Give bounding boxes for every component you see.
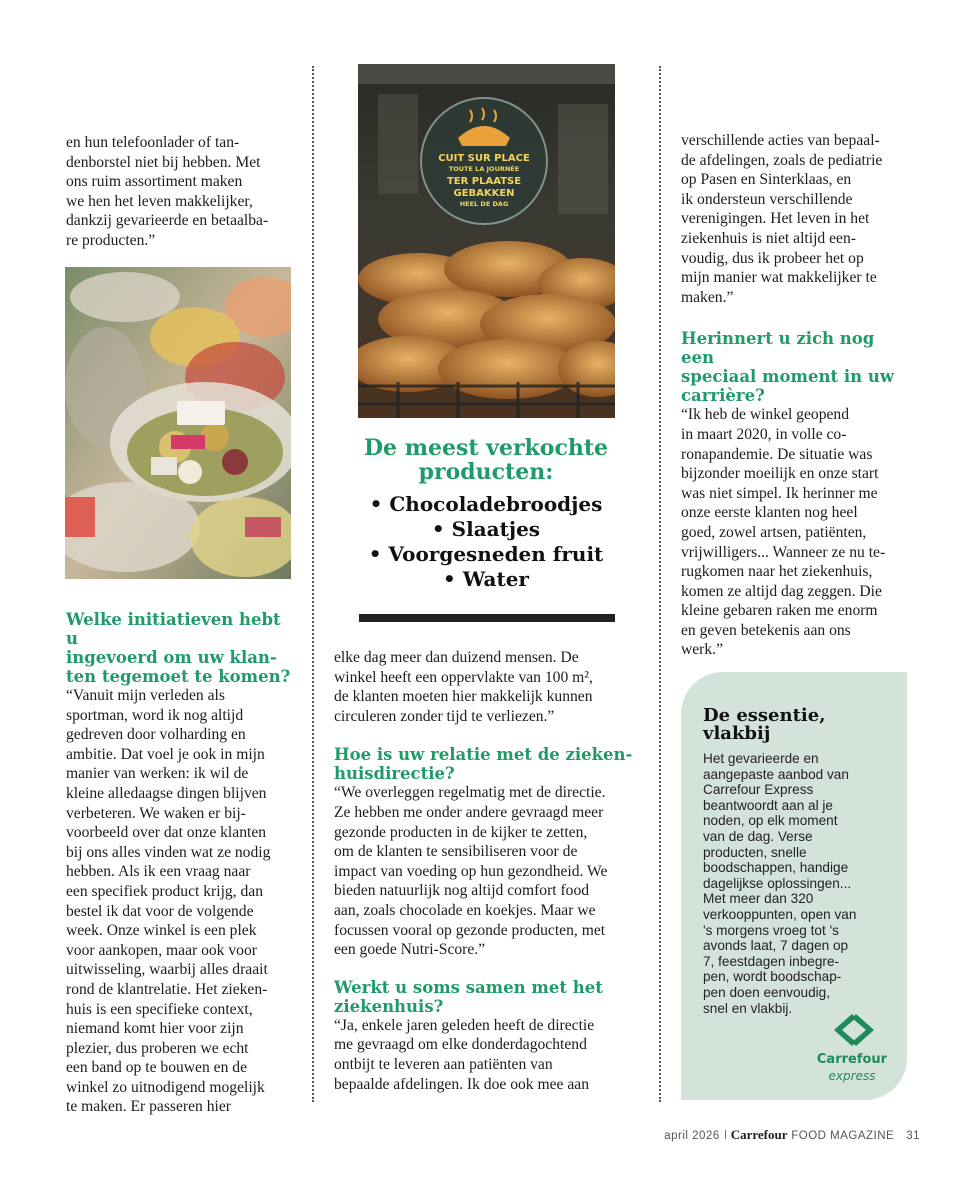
best-sellers-list (358, 492, 614, 592)
answer-special-moment: “Ik heb de winkel geopend in maart 2020, in volle co- ronapandemie. De situatie was bijzonder moeilijk en onze start was niet simpel. Ik herinner me onze eerste klanten nog heel goed, zowel artsen, patiënten, vrijwilligers... Wanneer ze nu te- rugkomen naar het ziekenhuis, komen ze altijd dag zeggen. Die kleine gebaren raken me enorm en geven betekenis aan ons werk.” (681, 406, 886, 659)
pastries-illustration (358, 64, 615, 418)
question-cooperation: Werkt u soms samen met het ziekenhuis? (334, 977, 603, 1016)
essentie-box-text: Het gevarieerde en aangepaste aanbod van Carrefour Express beantwoordt aan al je noden, op elk moment van de dag. Verse producten, snelle boodschappen, handige dagelijkse oplossingen... Met meer dan 320 verkooppunten, open van 's morgens vroeg tot 's avonds laat, 7 dagen op 7, feestdagen inbegre- pen, wordt boodschap- pen doen eenvoudig, snel en vlakbij. (703, 751, 857, 1016)
footer-separator (725, 1130, 726, 1139)
sign-line-3: TER PLAATSE (446, 176, 522, 187)
best-seller-item: • Chocoladebroodjes (369, 492, 603, 516)
answer-initiatives: “Vanuit mijn verleden als sportman, word ik nog altijd gedreven door volharding en ambitie. Dat voel je ook in mijn manier van werken: ik wil de kleine alledaagse dingen blijven verbeteren. We waken er bij- voorbeeld over dat onze klanten bij ons alles vinden wat ze nodig hebben. Als ik een vraag naar een specifiek product krijg, dan bestel ik dat voor de volgende week. Onze winkel is een plek voor aankopen, maar ook voor uitwisseling, waarbij alles draait rond de klantrelatie. Het zieken- huis is een specifieke context, niemand komt hier voor zijn plezier, dus proberen we echt een band op te bouwen en de winkel zo uitnodigend mogelijk te maken. Er passeren hier (66, 687, 271, 1116)
answer-hospital-direction: “We overleggen regelmatig met de directie. Ze hebben me onder andere gevraagd meer gezonde producten in de kijker te zetten, om de klanten te sensibiliseren voor de impact van voeding op hun gezondheid. We bieden natuurlijk nog altijd comfort food aan, zoals chocolade en koekjes. Maar we focussen vooral op gezonde producten, met een goede Nutri-Score.” (334, 784, 608, 959)
best-seller-item: • Slaatjes (431, 517, 541, 541)
intro-paragraph: en hun telefoonlader of tan- denborstel niet bij hebben. Met ons ruim assortiment maken we hen het leven makkelijker, dankzij gevarieerde en betaalba- re producten.” (66, 134, 269, 249)
pastries-photo (358, 64, 615, 418)
salad-fruit-illustration (65, 267, 291, 579)
sign-line-2: TOUTE LA JOURNÉE (448, 165, 520, 173)
footer-magazine: FOOD MAGAZINE (791, 1130, 895, 1142)
column-divider-left (312, 66, 314, 1102)
sign-line-5: HEEL DE DAG (459, 200, 509, 208)
left-interview-block (66, 610, 298, 1117)
issue-date: april 2026 (664, 1130, 720, 1142)
footer-brand: Carrefour (730, 1127, 788, 1142)
carrefour-logo-word: Carrefour (816, 1052, 888, 1067)
middle-paragraph: elke dag meer dan duizend mensen. De winkel heeft een oppervlakte van 100 m², de klanten moeten hier makkelijk kunnen circuleren zonder tijd te verliezen.” (334, 649, 593, 725)
middle-column (334, 648, 644, 1094)
sign-line-1: CUIT SUR PLACE (438, 153, 530, 164)
question-initiatives: Welke initiatieven hebt u ingevoerd om uw klan- ten tegemoet te komen? (66, 610, 291, 686)
salad-fruit-photo (65, 267, 291, 579)
column-divider-right (659, 66, 661, 1102)
promo-divider-bar (359, 614, 615, 622)
promo-title: De meest verkochte producten: (363, 435, 609, 485)
answer-cooperation: “Ja, enkele jaren geleden heeft de directie me gevraagd om elke donderdagochtend ontbijt te leveren aan patiënten van bepaalde afdelingen. Ik doe ook mee aan (334, 1016, 595, 1093)
left-column (66, 133, 298, 251)
question-hospital-direction: Hoe is uw relatie met de zieken- huisdirectie? (334, 745, 633, 784)
carrefour-logo-icon (826, 1010, 882, 1050)
question-special-moment: Herinnert u zich nog een speciaal moment in uw carrière? (681, 329, 895, 406)
best-seller-item: • Voorgesneden fruit (368, 542, 604, 566)
page-number: 31 (906, 1130, 920, 1142)
right-column (681, 131, 913, 660)
best-seller-item: • Water (443, 567, 529, 591)
sign-line-4: GEBAKKEN (453, 188, 515, 199)
carrefour-logo-sub: express (828, 1069, 876, 1083)
right-paragraph: verschillende acties van bepaal- de afdelingen, zoals de pediatrie op Pasen en Sinterklaas, en ik ondersteun verschillende verenigingen. Het leven in het ziekenhuis is niet altijd een- voudig, dus ik probeer het op mijn manier wat makkelijker te maken.” (681, 132, 883, 306)
essentie-box-title: De essentie, vlakbij (703, 705, 826, 744)
page-footer (664, 1127, 920, 1143)
